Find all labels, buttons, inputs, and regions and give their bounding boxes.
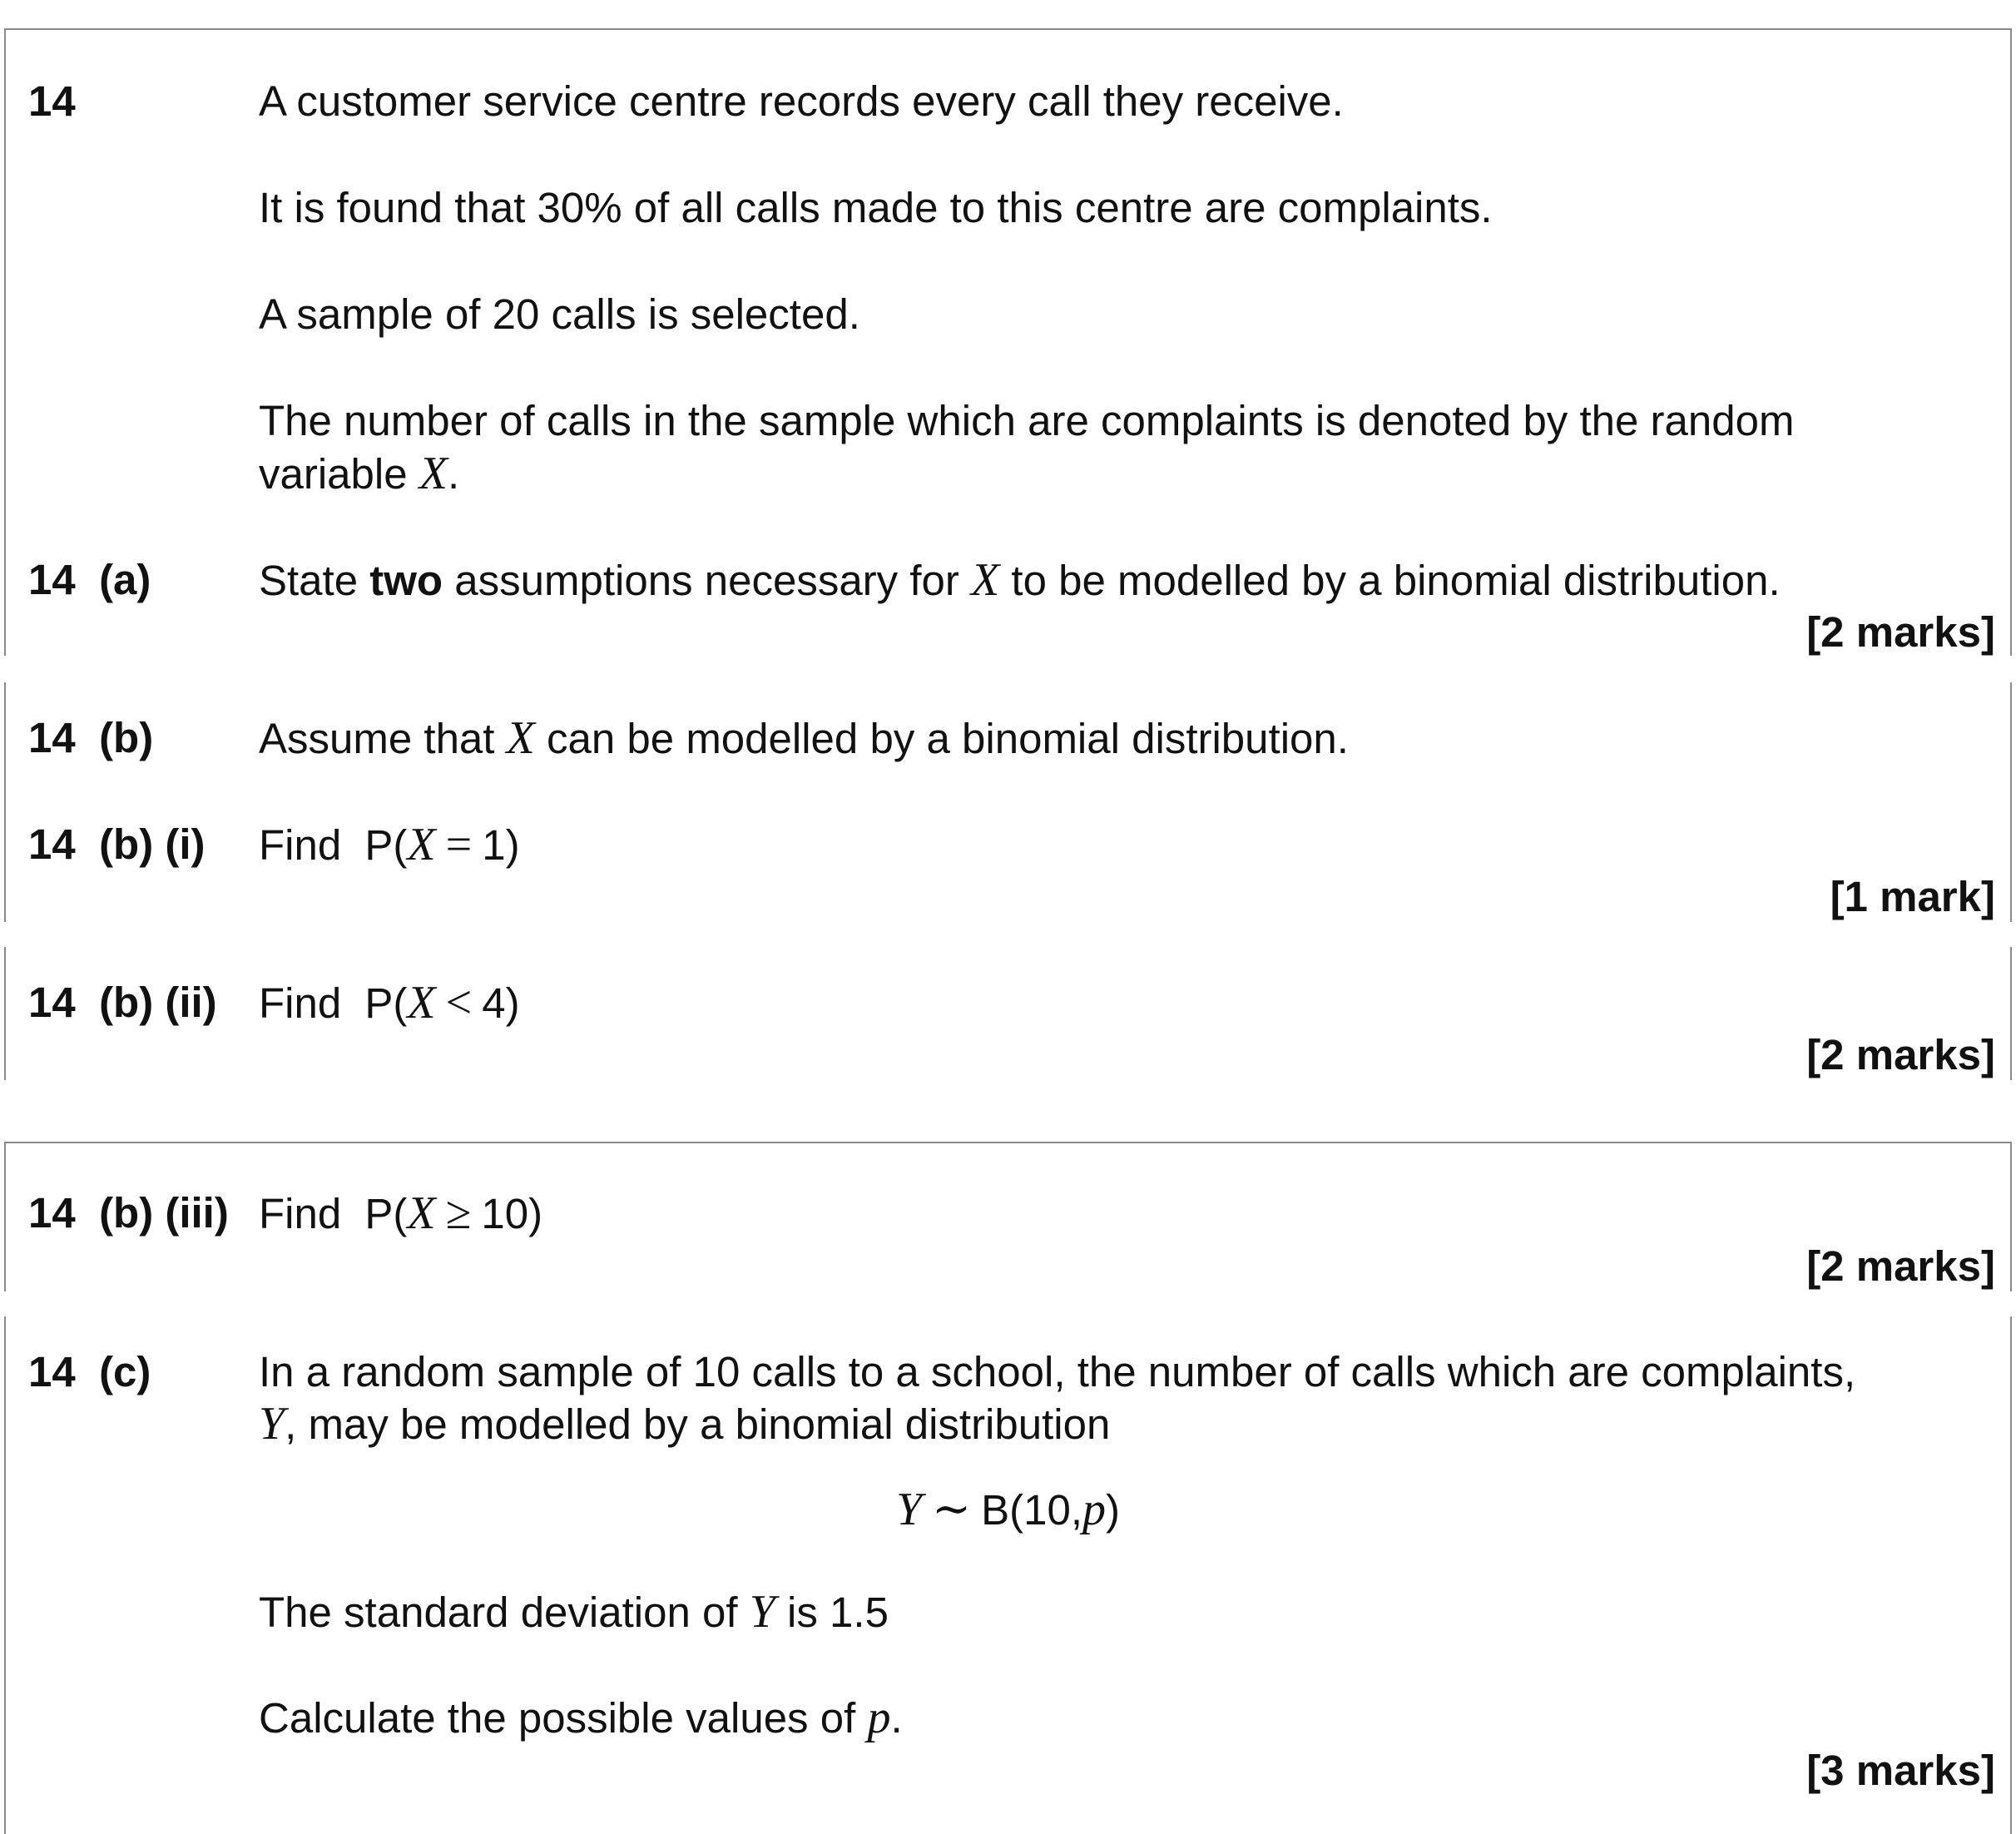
variable-x: X	[506, 712, 535, 764]
part-a-bold: two	[369, 557, 443, 604]
distributed-as-sign: ∼	[932, 1484, 972, 1535]
part-b-label: 14 (b)	[28, 714, 154, 761]
part-b-i-label: 14 (b) (i)	[28, 820, 206, 868]
part-b-ii-label: 14 (b) (ii)	[28, 979, 217, 1026]
sd-suffix: is 1.5	[787, 1589, 889, 1636]
prob-open: P(	[364, 821, 408, 869]
formula-close: )	[1106, 1486, 1120, 1534]
part-c-label: 14 (c)	[28, 1348, 151, 1395]
variable-x: X	[407, 1187, 436, 1239]
box1-top-border	[4, 28, 2012, 30]
find-word: Find	[259, 821, 342, 869]
greater-equal-sign: ≥	[445, 1187, 472, 1239]
part-a-prefix: State	[259, 557, 359, 604]
stem-line-4b	[259, 449, 459, 499]
variable-x: X	[419, 448, 448, 499]
part-b-suffix: can be modelled by a binomial distribution.	[547, 715, 1349, 762]
standard-deviation-line	[259, 1587, 889, 1638]
box1-left-border	[4, 28, 6, 656]
prob-value: 4)	[482, 979, 520, 1027]
variable-y: Y	[896, 1484, 923, 1535]
calc-period: .	[890, 1694, 903, 1742]
variable-x: X	[407, 977, 436, 1029]
variable-p: p	[867, 1692, 891, 1743]
box1-right-border-b	[2010, 682, 2012, 922]
part-b-prefix: Assume that	[259, 715, 495, 762]
part-b-iii-label: 14 (b) (iii)	[28, 1189, 229, 1237]
box2-left-border-b	[4, 1316, 6, 1834]
part-b-text	[259, 713, 1349, 764]
box2-top-border	[4, 1142, 2012, 1143]
part-b-iii-text	[259, 1188, 542, 1239]
part-b-iii-marks: [2 marks]	[1806, 1242, 1995, 1290]
box2-left-border	[4, 1142, 6, 1291]
part-c-line-1: In a random sample of 10 calls to a school, the number of calls which are complaints,	[259, 1348, 1856, 1395]
part-b-ii-marks: [2 marks]	[1806, 1031, 1995, 1078]
stem-period: .	[448, 450, 460, 498]
box2-right-border	[2010, 1142, 2012, 1291]
stem-line-1: A customer service centre records every call they receive.	[259, 77, 1344, 125]
box1-left-border-c	[4, 947, 6, 1080]
find-word: Find	[259, 979, 342, 1027]
box1-right-border-c	[2010, 947, 2012, 1080]
calc-prefix: Calculate the possible values of	[259, 1694, 856, 1742]
find-word: Find	[259, 1190, 342, 1237]
part-c-line-2-suffix: , may be modelled by a binomial distribution	[285, 1400, 1111, 1448]
part-b-ii-text	[259, 978, 520, 1029]
stem-variable-label: variable	[259, 450, 408, 498]
box1-left-border-b	[4, 682, 6, 922]
calculate-line	[259, 1693, 903, 1743]
part-b-i-text	[259, 820, 520, 870]
box1-right-border	[2010, 28, 2012, 656]
variable-y: Y	[749, 1586, 775, 1638]
question-number: 14	[28, 77, 76, 125]
variable-p: p	[1082, 1484, 1106, 1535]
formula-b: B(10,	[981, 1486, 1082, 1534]
less-than-sign: <	[445, 977, 473, 1029]
part-a-text	[259, 555, 1781, 606]
part-c-line-2	[259, 1399, 1110, 1450]
stem-line-4a: The number of calls in the sample which are complaints is denoted by the random	[259, 397, 1795, 444]
part-a-middle: assumptions necessary for	[454, 557, 959, 604]
stem-line-2: It is found that 30% of all calls made to this centre are complaints.	[259, 184, 1493, 231]
part-a-suffix: to be modelled by a binomial distribution.	[1011, 557, 1781, 604]
prob-open: P(	[364, 979, 408, 1027]
part-a-label: 14 (a)	[28, 556, 151, 603]
variable-x: X	[407, 819, 436, 870]
variable-x: X	[971, 554, 1000, 606]
prob-value: 1)	[482, 821, 520, 869]
stem-line-3: A sample of 20 calls is selected.	[259, 290, 860, 338]
equals-sign: =	[445, 819, 473, 870]
part-a-marks: [2 marks]	[1806, 608, 1995, 656]
prob-open: P(	[364, 1190, 408, 1237]
binomial-formula	[0, 1485, 2016, 1535]
prob-value: 10)	[481, 1190, 543, 1237]
sd-prefix: The standard deviation of	[259, 1589, 738, 1636]
part-b-i-marks: [1 mark]	[1830, 873, 1995, 920]
variable-y: Y	[259, 1398, 285, 1450]
part-c-marks: [3 marks]	[1806, 1747, 1995, 1794]
box2-right-border-b	[2010, 1316, 2012, 1834]
